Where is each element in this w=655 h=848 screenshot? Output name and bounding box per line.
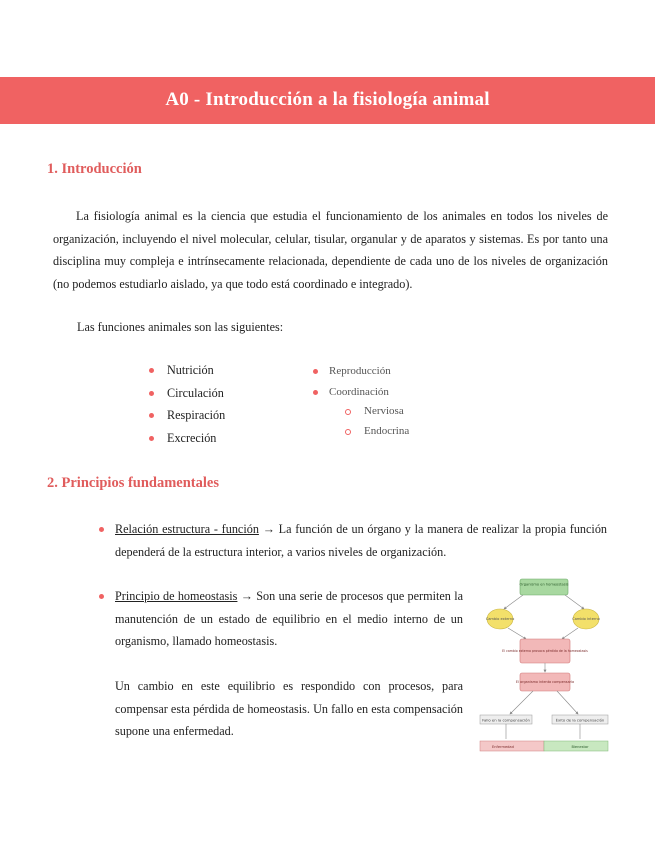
diagram-label: Bienestar xyxy=(571,745,589,749)
diagram-label: Organismo en homeostasis xyxy=(519,582,569,587)
diagram-label: Enfermedad xyxy=(492,745,514,749)
diagram-label: Fallo en la compensación xyxy=(482,717,530,723)
page-title: A0 - Introducción a la fisiología animal xyxy=(165,89,490,110)
diagram-label: Cambio interno xyxy=(572,617,600,621)
list-item: Excreción xyxy=(167,431,217,445)
bullet-icon xyxy=(313,369,318,374)
diagram-arrow xyxy=(508,628,526,639)
diagram-arrow xyxy=(562,628,578,639)
diagram-arrow xyxy=(510,691,533,714)
principle-term: Relación estructura - función xyxy=(115,522,259,536)
list-item: Reproducción xyxy=(329,365,391,377)
bullet-icon xyxy=(99,527,104,532)
functions-intro: Las funciones animales son las siguientes: xyxy=(77,320,284,334)
section-heading-introduction: 1. Introducción xyxy=(47,161,142,177)
section-heading-principles: 2. Principios fundamentales xyxy=(47,475,219,491)
diagram-node-homeostasis xyxy=(520,579,568,595)
principle-structure-function xyxy=(115,518,607,564)
diagram-arrow xyxy=(557,691,578,714)
list-item: Circulación xyxy=(167,386,224,400)
diagram-label: El cambio externo provoca pérdida de la homeostasis xyxy=(502,649,588,653)
principle-homeostasis xyxy=(115,585,463,653)
principle-text: → Son una serie de procesos que permiten la manutención de un estado de equilibrio en el medio interno de un organismo, llamado homeostasis. xyxy=(115,589,463,648)
homeostasis-diagram xyxy=(478,575,611,757)
principle-text: → La función de un órgano y la manera de realizar la propia función dependerá de la estructura interior, a varios niveles de organización. xyxy=(115,522,608,559)
diagram-label: Éxito de la compensación xyxy=(555,717,605,723)
sub-list-item: Nerviosa xyxy=(364,405,404,417)
bullet-icon xyxy=(99,594,104,599)
sub-bullet-icon xyxy=(345,429,351,435)
bullet-icon xyxy=(149,391,154,396)
list-item: Respiración xyxy=(167,408,226,422)
homeostasis-compensation-text: Un cambio en este equilibrio es respondido con procesos, para compensar esta pérdida de homeostasis. Un fallo en esta compensación supone una enfermedad. xyxy=(115,679,463,738)
diagram-arrow xyxy=(565,595,584,609)
list-item: Nutrición xyxy=(167,363,214,377)
diagram-arrow xyxy=(504,595,523,609)
bullet-icon xyxy=(313,390,318,395)
bullet-icon xyxy=(149,436,154,441)
sub-bullet-icon xyxy=(345,409,351,415)
bullet-icon xyxy=(149,413,154,418)
principle-term: Principio de homeostasis xyxy=(115,589,238,603)
diagram-label: El organismo intenta compensarla xyxy=(515,680,575,684)
intro-paragraph: La fisiología animal es la ciencia que estudia el funcionamiento de los animales en todos los niveles de organización, incluyendo el nivel molecular, celular, tisular, organular y de aparatos y sistemas. Es por tanto una disciplina muy compleja e intrínsecamente relacionada, dependiente de cada uno de los niveles de organización (no podemos estudiarlo aislado, ya que todo está coordinado e integrado). xyxy=(53,209,608,291)
sub-list-item: Endocrina xyxy=(364,425,410,437)
diagram-label: Cambio externo xyxy=(485,617,515,621)
bullet-icon xyxy=(149,368,154,373)
list-item: Coordinación xyxy=(329,386,389,398)
